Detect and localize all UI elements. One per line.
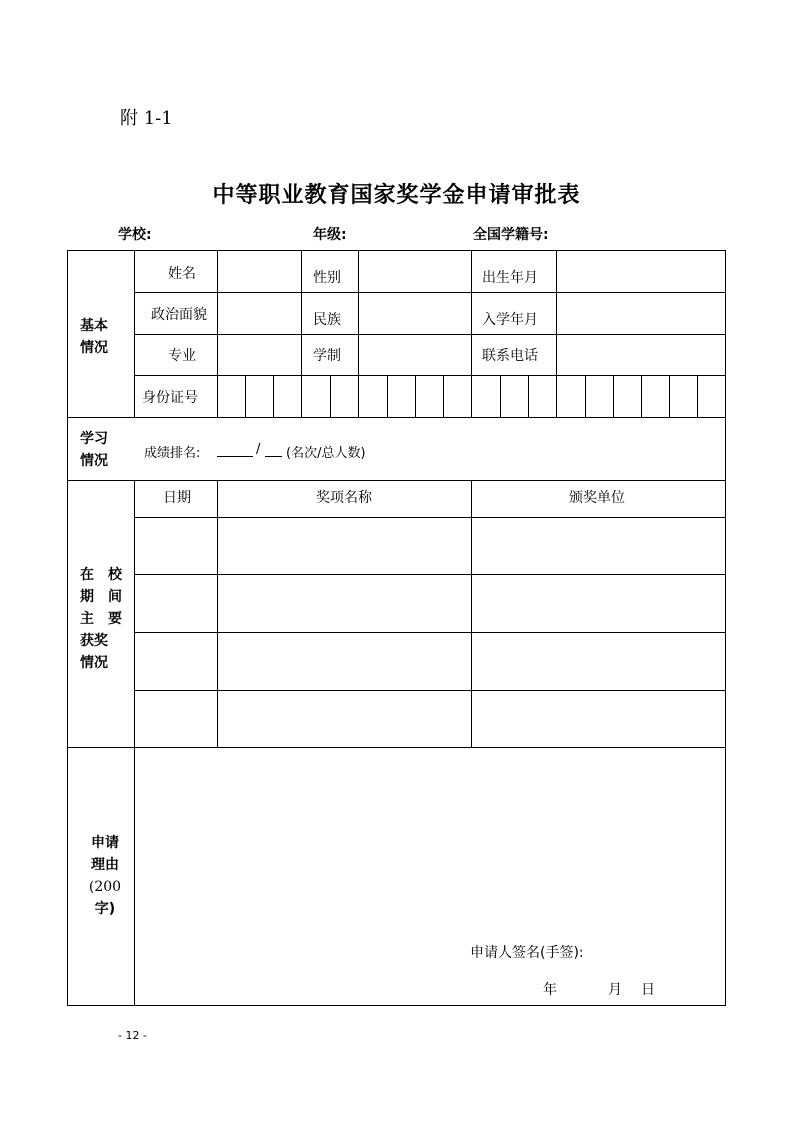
- award-row-1-name[interactable]: [219, 519, 470, 573]
- enroll-label: 入学年月: [482, 312, 538, 328]
- political-field[interactable]: [219, 294, 300, 333]
- signature-label: 申请人签名(手签):: [470, 945, 584, 961]
- section-basic-info: 基本 情况: [80, 318, 108, 356]
- rank-position-field[interactable]: [217, 441, 253, 457]
- name-field[interactable]: [219, 252, 300, 291]
- name-label: 姓名: [168, 266, 196, 282]
- gender-label: 性别: [313, 270, 341, 286]
- award-row-1-unit[interactable]: [473, 519, 725, 573]
- student-id-label: 全国学籍号:: [473, 227, 549, 243]
- phone-field[interactable]: [558, 336, 724, 374]
- rank-note: (名次/总人数): [286, 446, 366, 461]
- award-row-3-date[interactable]: [136, 634, 216, 689]
- form-title: 中等职业教育国家奖学金申请审批表: [212, 183, 581, 208]
- ethnicity-label: 民族: [313, 312, 341, 328]
- award-row-2-unit[interactable]: [473, 576, 725, 631]
- id-number-field[interactable]: [219, 377, 725, 416]
- phone-label: 联系电话: [482, 348, 538, 364]
- award-row-4-name[interactable]: [219, 692, 470, 746]
- duration-field[interactable]: [360, 336, 470, 374]
- gender-field[interactable]: [360, 252, 470, 291]
- award-row-3-name[interactable]: [219, 634, 470, 689]
- application-table: [67, 250, 726, 1006]
- award-row-2-name[interactable]: [219, 576, 470, 631]
- page-number: - 12 -: [118, 1029, 147, 1042]
- duration-label: 学制: [313, 348, 341, 364]
- award-row-1-date[interactable]: [136, 519, 216, 573]
- date-month-label: 月: [608, 982, 622, 998]
- grade-label: 年级:: [313, 227, 347, 243]
- reason-text-area[interactable]: [136, 749, 725, 929]
- major-field[interactable]: [219, 336, 300, 374]
- birth-label: 出生年月: [482, 270, 538, 286]
- award-row-4-unit[interactable]: [473, 692, 725, 746]
- enroll-field[interactable]: [558, 294, 724, 333]
- rank-separator: /: [256, 442, 261, 457]
- political-label: 政治面貌: [151, 307, 207, 323]
- award-date-header: 日期: [163, 490, 191, 506]
- major-label: 专业: [168, 348, 196, 364]
- id-number-label: 身份证号: [142, 390, 198, 406]
- award-name-header: 奖项名称: [316, 490, 372, 506]
- ethnicity-field[interactable]: [360, 294, 470, 333]
- rank-total-field[interactable]: [265, 441, 282, 457]
- rank-label: 成绩排名:: [144, 446, 201, 461]
- date-year-label: 年: [543, 982, 557, 998]
- award-row-3-unit[interactable]: [473, 634, 725, 689]
- award-unit-header: 颁奖单位: [569, 490, 625, 506]
- date-day-label: 日: [641, 982, 655, 998]
- annex-label: 附 1-1: [120, 108, 173, 129]
- section-reason: 申请 理由 (200 字): [88, 835, 122, 917]
- school-label: 学校:: [118, 227, 152, 243]
- section-awards: 在 校 期 间 主 要 获奖 情况: [80, 567, 122, 671]
- birth-field[interactable]: [558, 252, 724, 291]
- award-row-4-date[interactable]: [136, 692, 216, 746]
- section-study-info: 学习 情况: [80, 431, 108, 469]
- award-row-2-date[interactable]: [136, 576, 216, 631]
